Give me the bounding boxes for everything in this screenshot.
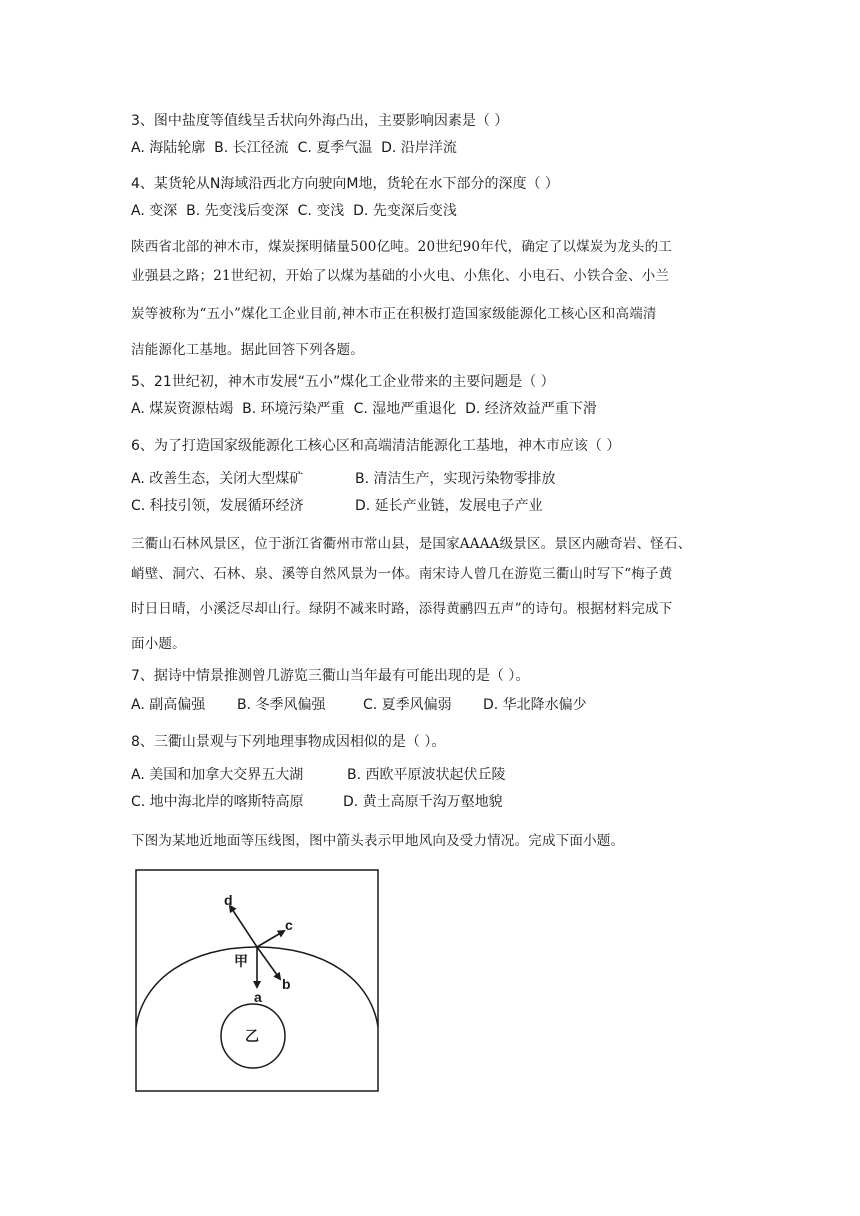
question-4-options: [131, 201, 457, 221]
option-a: A. 美国和加拿大交界五大湖: [131, 767, 304, 783]
option-d: D. 沿岸洋流: [381, 140, 457, 156]
option-b: B. 长江径流: [214, 140, 289, 156]
passage-1-line: 炭等被称为“五小”煤化工企业目前,神木市正在积极打造国家级能源化工核心区和高端清: [131, 306, 657, 322]
option-d: D. 经济效益严重下滑: [465, 401, 597, 417]
option-c: C. 变浅: [297, 203, 345, 219]
passage-3: 下图为某地近地面等压线图，图中箭头表示甲地风向及受力情况。完成下面小题。: [131, 833, 625, 849]
question-6-stem: 6、为了打造国家级能源化工核心区和高端清洁能源化工基地，神木市应该（ ）: [131, 438, 621, 454]
label-c: c: [285, 917, 293, 933]
option-a: A. 海陆轮廓: [131, 140, 206, 156]
option-d: D. 华北降水偏少: [483, 697, 587, 713]
question-8-stem: 8、三衢山景观与下列地理事物成因相似的是（ ）。: [131, 734, 446, 750]
option-c: C. 夏季气温: [297, 140, 373, 156]
option-c: C. 夏季风偏弱: [363, 697, 452, 713]
isobar-diagram: [135, 869, 379, 1092]
option-d: D. 先变深后变浅: [353, 203, 457, 219]
question-5-stem: 5、21世纪初，神木市发展“五小”煤化工企业带来的主要问题是（ ）: [131, 374, 555, 390]
passage-2-line: 时日日晴，小溪泛尽却山行。绿阴不减来时路，添得黄鹂四五声”的诗句。根据材料完成下: [131, 601, 673, 617]
option-a: A. 改善生态，关闭大型煤矿: [131, 471, 304, 487]
question-7-options: [131, 695, 587, 715]
option-a: A. 煤炭资源枯竭: [131, 401, 234, 417]
arrow-d: [230, 906, 257, 947]
option-d: D. 黄土高原千沟万壑地貌: [343, 794, 503, 810]
label-yi: 乙: [245, 1029, 259, 1045]
passage-1-line: 业强县之路；21世纪初，开始了以煤为基础的小火电、小焦化、小电石、小铁合金、小兰: [131, 268, 670, 284]
label-d: d: [224, 892, 233, 908]
option-b: B. 冬季风偏强: [237, 697, 326, 713]
option-b: B. 环境污染严重: [242, 401, 345, 417]
question-8-options-row-1: [131, 765, 506, 785]
question-3-options: [131, 138, 457, 158]
question-8-options-row-2: [131, 792, 503, 812]
option-b: B. 先变浅后变深: [186, 203, 289, 219]
question-6-options-row-1: [131, 469, 556, 489]
passage-2-line: 面小题。: [131, 636, 186, 652]
passage-2-line: 三衢山石林风景区，位于浙江省衢州市常山县，是国家AAAA级景区。景区内融奇岩、怪石、: [131, 536, 692, 552]
option-c: C. 湿地严重退化: [353, 401, 457, 417]
question-3-stem: 3、图中盐度等值线呈舌状向外海凸出，主要影响因素是（ ）: [131, 113, 509, 129]
label-a: a: [254, 989, 262, 1005]
question-5-options: [131, 399, 597, 419]
option-b: B. 清洁生产，实现污染物零排放: [355, 471, 556, 487]
arrow-c: [257, 931, 284, 947]
passage-1-line: 洁能源化工基地。据此回答下列各题。: [131, 342, 364, 358]
option-a: A. 副高偏强: [131, 697, 206, 713]
option-d: D. 延长产业链，发展电子产业: [355, 498, 543, 514]
question-7-stem: 7、据诗中情景推测曾几游览三衢山当年最有可能出现的是（ ）。: [131, 668, 530, 684]
arrow-b: [257, 947, 280, 979]
label-b: b: [282, 976, 291, 992]
option-c: C. 科技引领，发展循环经济: [131, 498, 304, 514]
question-6-options-row-2: [131, 496, 543, 516]
option-b: B. 西欧平原波状起伏丘陵: [347, 767, 506, 783]
option-c: C. 地中海北岸的喀斯特高原: [131, 794, 304, 810]
option-a: A. 变深: [131, 203, 178, 219]
passage-1-line: 陕西省北部的神木市，煤炭探明储量500亿吨。20世纪90年代，确定了以煤炭为龙头的工: [131, 239, 673, 255]
question-4-stem: 4、某货轮从N海域沿西北方向驶向M地，货轮在水下部分的深度（ ）: [131, 176, 559, 192]
label-jia: 甲: [234, 954, 248, 970]
passage-2-line: 峭壁、洞穴、石林、泉、溪等自然风景为一体。南宋诗人曾几在游览三衢山时写下“梅子黄: [131, 566, 673, 582]
